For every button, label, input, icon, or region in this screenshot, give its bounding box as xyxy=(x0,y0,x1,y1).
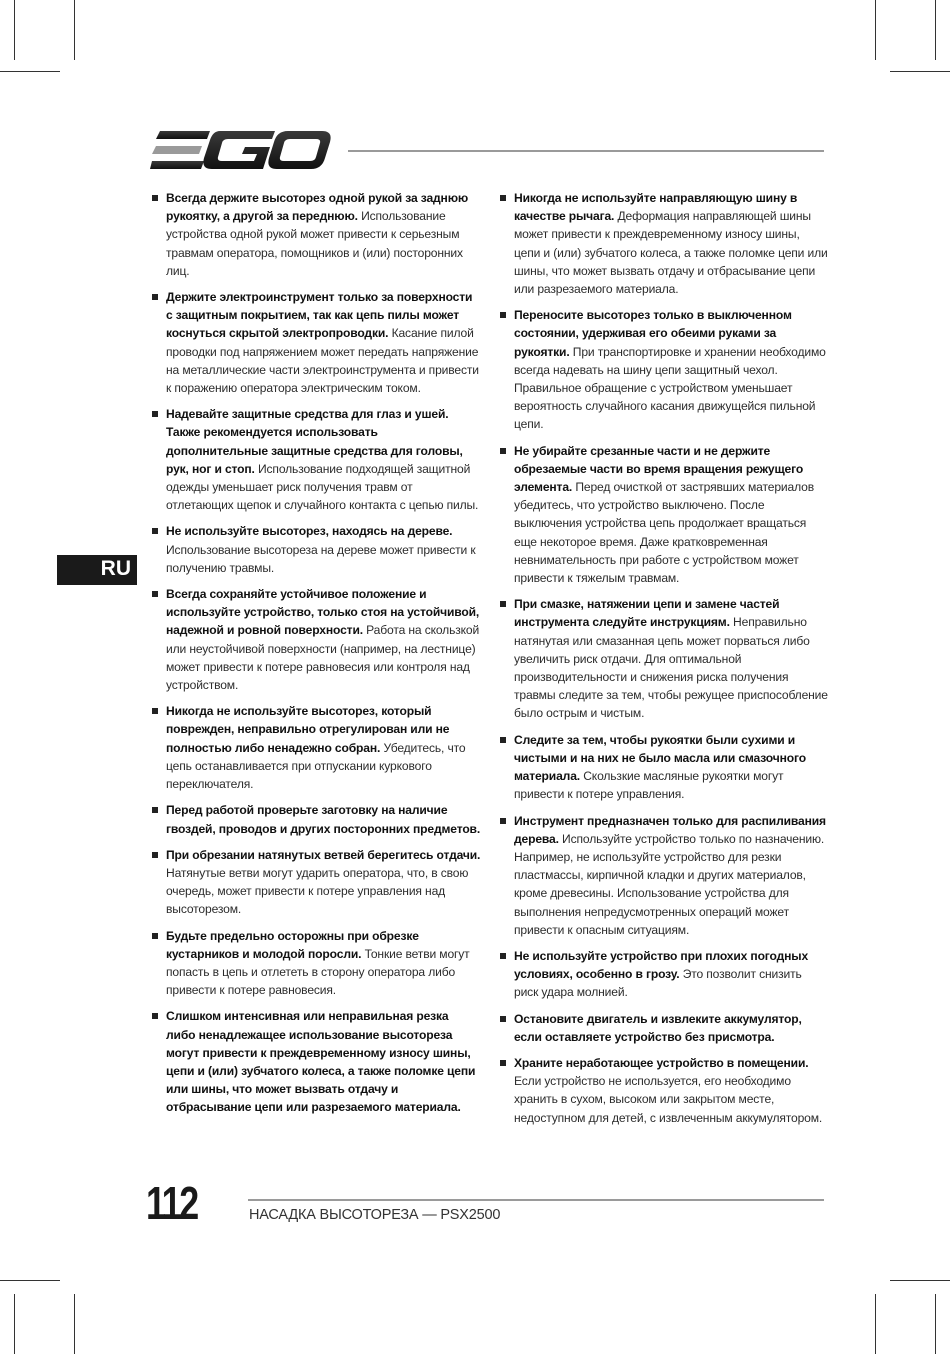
item-heading: Храните неработающее устройство в помещении. xyxy=(514,1055,809,1070)
bullet-icon xyxy=(152,807,158,813)
language-tab xyxy=(57,555,137,585)
bullet-icon xyxy=(500,818,506,824)
crop-mark xyxy=(935,1294,936,1354)
item-heading: Не используйте устройство при плохих погодных условиях, особенно в грозу. xyxy=(514,948,809,982)
bullet-icon xyxy=(152,852,158,858)
list-item xyxy=(499,1054,829,1127)
item-heading: При смазке, натяжении цепи и замене частей инструмента следуйте инструкциям. xyxy=(514,597,780,630)
item-heading: Не используйте высоторез, находясь на дереве. xyxy=(166,524,453,539)
crop-mark xyxy=(935,0,936,60)
item-heading: Следите за тем, чтобы рукоятки были сухими и чистыми и на них не было масла или смазочного материала. xyxy=(514,732,806,784)
list-item xyxy=(499,306,829,433)
item-heading: Слишком интенсивная или неправильная резка либо ненадлежащее использование высотореза могут привести к преждевременному износу шины, цепи и (или) зубчатого колеса, а также поломке цепи или шины, что может вызвать отдачу и отбрасывание цепи или разрезаемого материала. xyxy=(166,1009,476,1115)
bullet-icon xyxy=(152,411,158,417)
item-text: При транспортировке и хранении необходимо всегда надевать на шину цепи защитный чехол. Правильное обращение с устройством уменьшает вероятность случайного касания движущейся пильной цепи. xyxy=(514,344,826,432)
bullet-icon xyxy=(500,601,506,607)
item-heading: Всегда сохраняйте устойчивое положение и используйте устройство, только стоя на устойчивой, надежной и ровной поверхности. xyxy=(166,587,480,638)
item-text: Касание пилой проводки под напряжением может передать напряжение на металлические части электроинструмента и привести к поражению оператора электрическим током. xyxy=(166,326,479,396)
bullet-icon xyxy=(500,1060,506,1066)
item-text: Если устройство не используется, его необходимо хранить в сухом, высоком или закрытом месте, недоступном для детей, с извлеченным аккумулятором. xyxy=(514,1074,823,1125)
list-item xyxy=(499,595,829,722)
list-item xyxy=(151,288,481,397)
item-heading: Переносите высоторез только в выключенном состоянии, удерживая его обеими руками за рукоятки. xyxy=(514,308,792,359)
bullet-icon xyxy=(152,933,158,939)
list-item xyxy=(499,812,829,939)
bullet-icon xyxy=(152,528,158,534)
item-text: Используйте устройство только по назначению. Например, не используйте устройство для резки пластмассы, кирпичной кладки и других материалов, кроме древесины. Использование устройства для выполнения непредусмотренных операций может привести к опасным ситуациям. xyxy=(514,831,825,937)
crop-mark xyxy=(890,71,950,72)
item-text: Убедитесь, что цепь останавливается при отпускании куркового переключателя. xyxy=(166,740,466,792)
bullet-icon xyxy=(152,195,158,201)
item-text: Тонкие ветви могут попасть в цепь и отлететь в сторону оператора либо привести к потере равновесия. xyxy=(166,946,470,998)
right-column xyxy=(499,189,829,1135)
item-heading: Никогда не используйте направляющую шину в качестве рычага. xyxy=(514,191,798,224)
bullet-icon xyxy=(152,708,158,714)
left-column xyxy=(151,189,481,1125)
item-text: Деформация направляющей шины может привести к преждевременному износу шины, цепи и (или) зубчатого колеса, а также поломке цепи или шины, что может вызвать отдачу и отбрасывание цепи или разрезаемого материала. xyxy=(514,209,828,297)
item-text: Перед очисткой от застрявших материалов убедитесь, что устройство выключено. После выключения устройства цепь продолжает вращаться еще некоторое время. Даже кратковременная невнимательность при работе с устройством может привести к тяжелым травмам. xyxy=(514,480,814,586)
item-text: Использование устройства одной рукой может привести к серьезным травмам оператора, помощников и (или) посторонних лиц. xyxy=(166,209,463,278)
item-heading: Инструмент предназначен только для распиливания дерева. xyxy=(514,813,826,846)
list-item xyxy=(151,189,481,280)
bullet-icon xyxy=(500,448,506,454)
list-item xyxy=(151,801,481,837)
list-item xyxy=(151,846,481,919)
bullet-icon xyxy=(500,195,506,201)
item-heading: Не убирайте срезанные части и не держите обрезаемые части во время вращения режущего элемента. xyxy=(514,443,804,495)
bullet-icon xyxy=(500,312,506,318)
item-heading: При обрезании натянутых ветвей берегитесь отдачи. xyxy=(166,847,481,862)
crop-mark xyxy=(74,1294,75,1354)
bullet-icon xyxy=(500,953,506,959)
list-item xyxy=(151,1007,481,1116)
bullet-icon xyxy=(152,1013,158,1019)
list-item xyxy=(151,405,481,514)
footer-title: НАСАДКА ВЫСОТОРЕЗА — PSX2500 xyxy=(249,1207,501,1223)
bullet-icon xyxy=(500,737,506,743)
item-heading: Перед работой проверьте заготовку на наличие гвоздей, проводов и других посторонних предметов. xyxy=(166,803,481,836)
item-heading: Будьте предельно осторожны при обрезке кустарников и молодой поросли. xyxy=(166,928,419,961)
bullet-icon xyxy=(152,591,158,597)
crop-mark xyxy=(14,0,15,60)
list-item xyxy=(499,947,829,1002)
header-rule xyxy=(348,150,824,152)
crop-mark xyxy=(875,0,876,60)
item-text: Натянутые ветви могут ударить оператора, что, в свою очередь, может привести к потере управления над высоторезом. xyxy=(166,865,469,917)
list-item xyxy=(151,702,481,793)
page-number: 112 xyxy=(146,1177,197,1229)
item-heading: Держите электроинструмент только за поверхности с защитным покрытием, так как цепь пилы может коснуться скрытой электропроводки. xyxy=(166,290,473,341)
item-text: Работа на скользкой или неустойчивой поверхности (например, на лестнице) может привести к потере равновесия или контроля над устройством. xyxy=(166,623,480,693)
list-item xyxy=(151,585,481,694)
crop-mark xyxy=(0,1280,60,1281)
list-item xyxy=(151,522,481,577)
crop-mark xyxy=(875,1294,876,1354)
footer-rule xyxy=(248,1199,824,1201)
item-text: Неправильно натянутая или смазанная цепь может порваться либо увеличить риск отдачи. Для оптимальной производительности и снижения риска получения травмы следите за тем, чтобы режущее приспособление было острым и чистым. xyxy=(514,615,828,721)
list-item xyxy=(499,731,829,804)
list-item xyxy=(499,1010,829,1046)
item-heading: Остановите двигатель и извлеките аккумулятор, если оставляете устройство без присмотра. xyxy=(514,1011,802,1044)
crop-mark xyxy=(890,1280,950,1281)
item-heading: Никогда не используйте высоторез, который поврежден, неправильно отрегулирован или не полностью либо ненадежно собран. xyxy=(166,704,450,755)
crop-mark xyxy=(74,0,75,60)
list-item xyxy=(499,189,829,298)
language-label: RU xyxy=(100,557,131,580)
crop-mark xyxy=(14,1294,15,1354)
item-heading: Надевайте защитные средства для глаз и ушей. Также рекомендуется использовать дополнительные защитные средства для головы, рук, ног и стоп. xyxy=(166,407,463,476)
bullet-icon xyxy=(152,294,158,300)
list-item xyxy=(151,927,481,1000)
item-text: Скользкие масляные рукоятки могут привести к потере управления. xyxy=(514,769,784,802)
item-text: Использование высотореза на дереве может привести к получению травмы. xyxy=(166,542,476,575)
bullet-icon xyxy=(500,1016,506,1022)
item-text: Использование подходящей защитной одежды уменьшает риск получения травм от отлетающих щепок и случайного контакта с цепью пилы. xyxy=(166,461,479,513)
list-item xyxy=(499,442,829,588)
item-text: Это позволит снизить риск удара молнией. xyxy=(514,967,802,1000)
crop-mark xyxy=(0,71,60,72)
item-heading: Всегда держите высоторез одной рукой за заднюю рукоятку, а другой за переднюю. xyxy=(166,191,469,224)
ego-logo xyxy=(150,127,332,173)
